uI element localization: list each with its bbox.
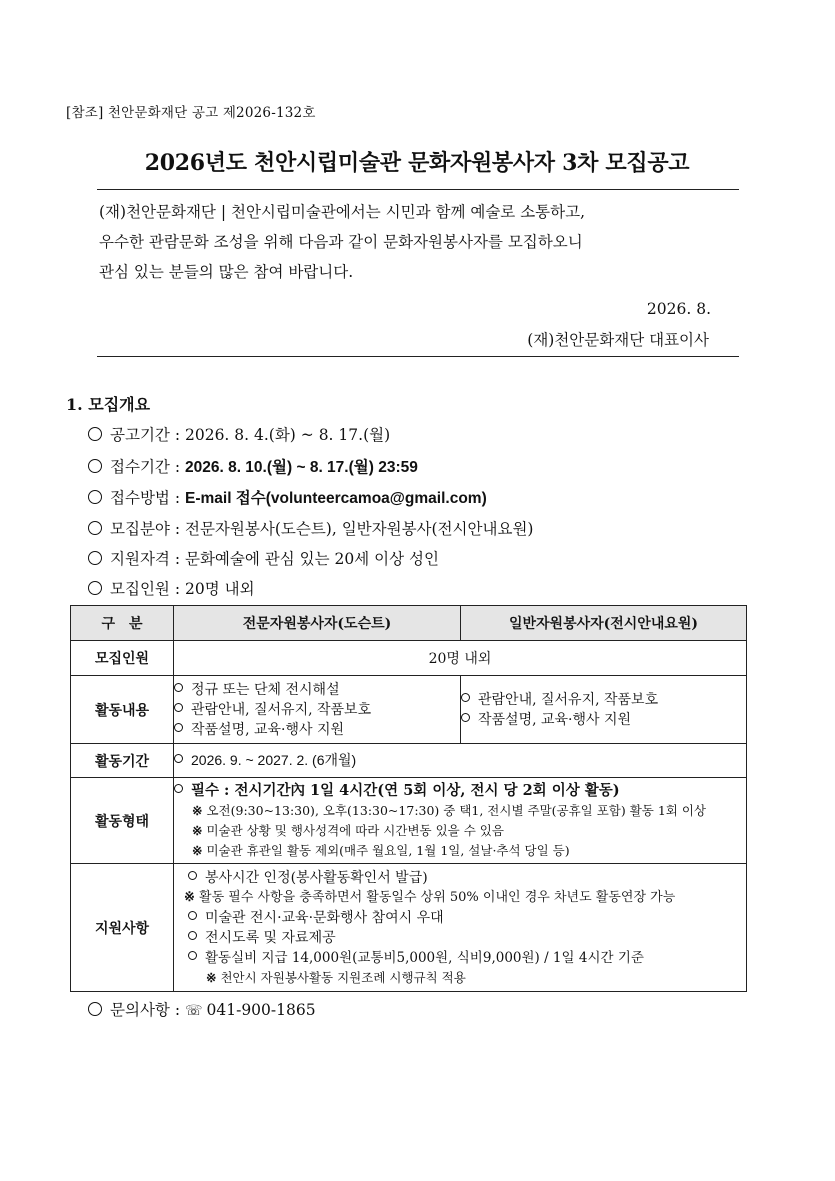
- overview-label: 모집인원: [110, 580, 170, 598]
- recruit-value: 20명 내외: [174, 641, 747, 676]
- note-line: [184, 968, 746, 988]
- table-row: [71, 676, 747, 744]
- docent-activity-cell: [174, 676, 461, 744]
- list-item-text: 정규 또는 단체 전시해설: [191, 681, 340, 698]
- section-heading: 1. 모집개요: [66, 395, 151, 414]
- table-row: [71, 641, 747, 676]
- intro-divider: [97, 356, 739, 357]
- intro-line: 우수한 관람문화 조성을 위해 다음과 같이 문화자원봉사자를 모집하오니: [99, 233, 583, 251]
- circle-bullet-icon: [88, 581, 102, 595]
- list-item-text: 관람안내, 질서유지, 작품보호: [478, 691, 659, 708]
- overview-label: 접수기간: [110, 458, 170, 476]
- issuer-signature: (재)천안문화재단 대표이사: [527, 331, 709, 349]
- recruitment-table: [70, 605, 747, 992]
- overview-item-application-method: 접수방법 : E-mail 접수(volunteercamoa@gmail.com): [88, 486, 487, 508]
- list-item-text: 작품설명, 교육·행사 지원: [478, 711, 632, 728]
- list-item-text: 활동실비 지급 14,000원(교통비5,000원, 식비9,000원) / 1일 4시간 기준: [205, 949, 644, 966]
- circle-bullet-icon: [174, 683, 183, 692]
- phone-icon: ☏: [184, 1003, 203, 1019]
- note-line: ※ 미술관 상황 및 행사성격에 따라 시간변동 있을 수 있음: [192, 822, 504, 838]
- intro-paragraph: [99, 197, 735, 287]
- overview-label: 지원자격: [110, 550, 170, 568]
- circle-bullet-icon: [188, 911, 197, 920]
- note-line: ※ 미술관 휴관일 활동 제외(매주 월요일, 1월 1일, 설날·추석 당일 등): [192, 842, 570, 858]
- list-item-text: 관람안내, 질서유지, 작품보호: [191, 701, 372, 718]
- table-row: [71, 744, 747, 778]
- list-item: [174, 750, 746, 771]
- intro-line: (재)천안문화재단 | 천안시립미술관에서는 시민과 함께 예술로 소통하고,: [99, 203, 586, 221]
- row-label: 활동내용: [71, 676, 174, 744]
- reference-mark: ※: [184, 889, 195, 905]
- overview-item-application-period: 접수기간 : 2026. 8. 10.(월) ~ 8. 17.(월) 23:59: [88, 455, 418, 477]
- overview-item-qualification: 지원자격 : 문화예술에 관심 있는 20세 이상 성인: [88, 547, 439, 569]
- row-label: 활동형태: [71, 778, 174, 864]
- list-item-text: 작품설명, 교육·행사 지원: [191, 721, 345, 738]
- contact-line: 문의사항 : ☏ 041-900-1865: [88, 998, 316, 1020]
- table-header-cell: 일반자원봉사자(전시안내요원): [461, 606, 747, 641]
- contact-phone[interactable]: 041-900-1865: [206, 1001, 316, 1019]
- circle-bullet-icon: [174, 784, 183, 793]
- list-item: [184, 868, 746, 888]
- note-text: 미술관 휴관일 활동 제외(매주 월요일, 1월 1일, 설날·추석 당일 등): [206, 842, 570, 858]
- notice-date: 2026. 8.: [646, 300, 711, 318]
- list-item-text: 미술관 전시·교육·문화행사 참여시 우대: [205, 909, 444, 926]
- row-label: 활동기간: [71, 744, 174, 778]
- table-header-cell: 구 분: [71, 606, 174, 641]
- overview-value: 전문자원봉사(도슨트), 일반자원봉사(전시안내요원): [184, 520, 534, 538]
- list-item-text: 전시도록 및 자료제공: [205, 929, 336, 946]
- support-cell: [174, 864, 747, 992]
- circle-bullet-icon: [88, 490, 102, 504]
- circle-bullet-icon: [88, 551, 102, 565]
- reference-number: [참조] 천안문화재단 공고 제2026-132호: [66, 105, 316, 121]
- note-text: 오전(9:30~13:30), 오후(13:30~17:30) 중 택1, 전시별 주말(공휴일 포함) 활동 1회 이상: [206, 802, 707, 818]
- reference-mark: ※: [206, 969, 217, 985]
- overview-item-field: 모집분야 : 전문자원봉사(도슨트), 일반자원봉사(전시안내요원): [88, 517, 533, 539]
- circle-bullet-icon: [88, 1002, 102, 1016]
- title-divider: [97, 189, 739, 190]
- circle-bullet-icon: [188, 931, 197, 940]
- list-item: [174, 700, 460, 720]
- list-item: [174, 680, 460, 700]
- overview-label: 모집분야: [110, 520, 170, 538]
- circle-bullet-icon: [174, 723, 183, 732]
- circle-bullet-icon: [188, 951, 197, 960]
- period-cell: [174, 744, 747, 778]
- overview-label: 공고기간: [110, 426, 170, 444]
- circle-bullet-icon: [461, 713, 470, 722]
- note-line: ※ 오전(9:30~13:30), 오후(13:30~17:30) 중 택1, 전시별 주말(공휴일 포함) 활동 1회 이상: [192, 802, 707, 818]
- table-row: [71, 778, 747, 864]
- circle-bullet-icon: [88, 459, 102, 473]
- overview-label: 접수방법: [110, 489, 170, 507]
- overview-item-headcount: 모집인원 : 20명 내외: [88, 577, 255, 599]
- contact-label: 문의사항: [110, 1001, 170, 1019]
- list-item: [184, 948, 746, 968]
- list-item: [174, 720, 460, 740]
- list-item-text: 필수 : 전시기간內 1일 4시간(연 5회 이상, 전시 당 2회 이상 활동): [191, 781, 620, 799]
- form-cell: [174, 778, 747, 864]
- page-title: 2026년도 천안시립미술관 문화자원봉사자 3차 모집공고: [144, 150, 690, 176]
- row-label: 지원사항: [71, 864, 174, 992]
- list-item: [461, 690, 746, 710]
- list-item: [184, 928, 746, 948]
- circle-bullet-icon: [461, 693, 470, 702]
- overview-item-notice-period: 공고기간 : 2026. 8. 4.(화) ~ 8. 17.(월): [88, 423, 390, 445]
- note-text: 천안시 자원봉사활동 지원조례 시행규칙 적용: [220, 969, 466, 985]
- circle-bullet-icon: [88, 521, 102, 535]
- row-label: 모집인원: [71, 641, 174, 676]
- circle-bullet-icon: [88, 427, 102, 441]
- overview-value: 2026. 8. 4.(화) ~ 8. 17.(월): [184, 426, 391, 444]
- overview-value: E-mail 접수(volunteercamoa@gmail.com): [184, 490, 487, 507]
- table-header-cell: 전문자원봉사자(도슨트): [174, 606, 461, 641]
- circle-bullet-icon: [174, 703, 183, 712]
- circle-bullet-icon: [174, 754, 183, 763]
- intro-line: 관심 있는 분들의 많은 참여 바랍니다.: [99, 263, 354, 281]
- note-text: 미술관 상황 및 행사성격에 따라 시간변동 있을 수 있음: [206, 822, 504, 838]
- circle-bullet-icon: [188, 871, 197, 880]
- general-activity-cell: [461, 676, 747, 744]
- list-item-text: 활동 필수 사항을 충족하면서 활동일수 상위 50% 이내인 경우 차년도 활동연장 가능: [199, 889, 676, 905]
- table-row: [71, 864, 747, 992]
- list-item: [184, 888, 746, 908]
- overview-value: 20명 내외: [184, 580, 255, 598]
- list-item: [461, 710, 746, 730]
- overview-value: 문화예술에 관심 있는 20세 이상 성인: [184, 550, 439, 568]
- table-header-row: [71, 606, 747, 641]
- overview-value: 2026. 8. 10.(월) ~ 8. 17.(월) 23:59: [184, 459, 418, 476]
- list-item-text: 봉사시간 인정(봉사활동확인서 발급): [205, 869, 428, 886]
- list-item: [174, 781, 746, 801]
- list-item-text: 2026. 9. ~ 2027. 2. (6개월): [191, 752, 357, 768]
- list-item: [184, 908, 746, 928]
